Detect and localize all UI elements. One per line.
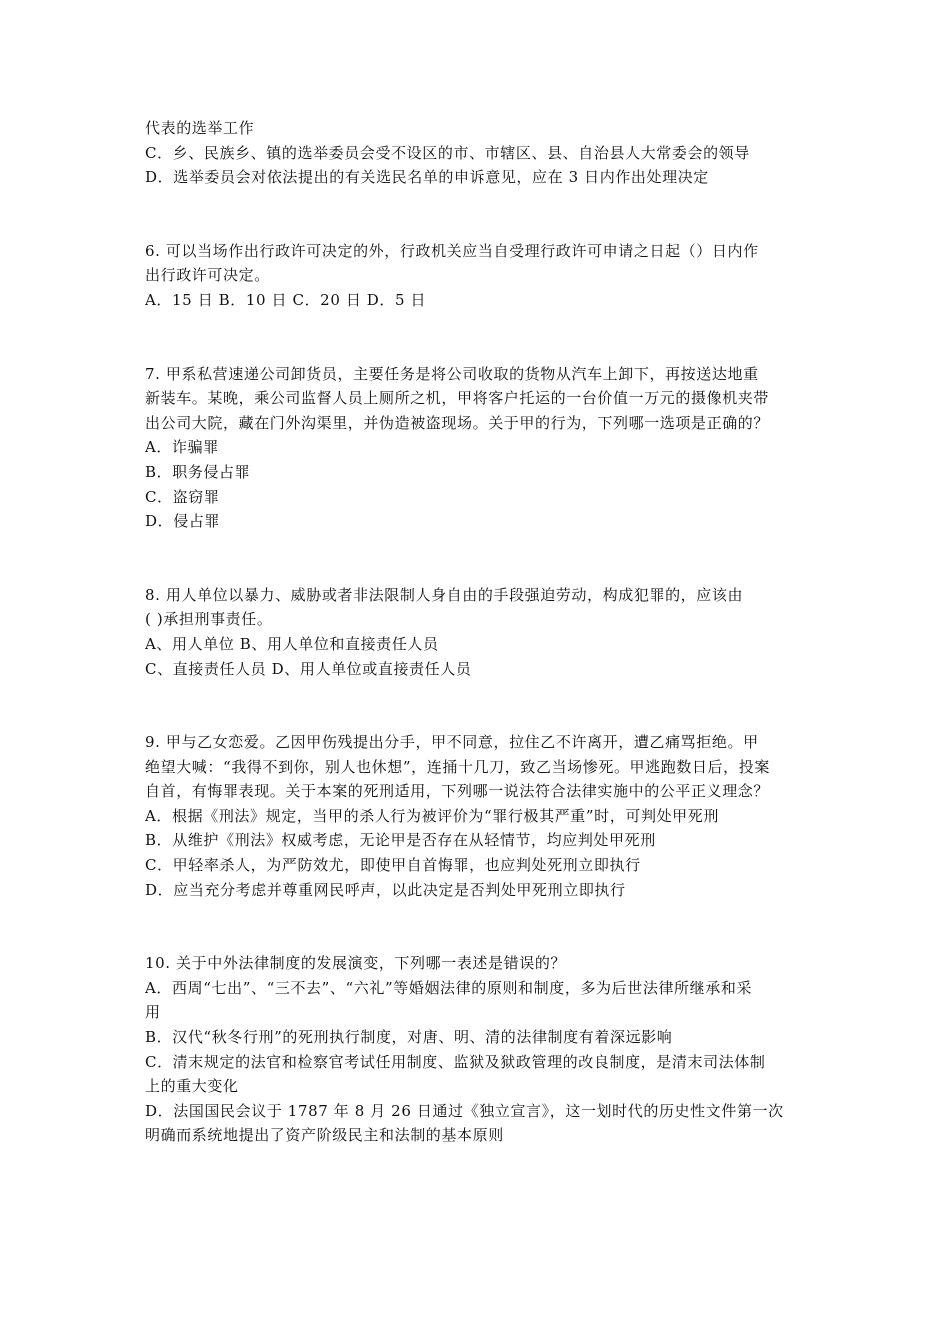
option-b: B．职务侵占罪 (145, 462, 251, 481)
question-7 (145, 362, 815, 534)
option-c: 上的重大变化 (145, 1077, 239, 1096)
spacer (145, 313, 815, 362)
question-options: A、用人单位 B、用人单位和直接责任人员 (145, 634, 439, 653)
question-6 (145, 239, 815, 313)
continuation-block (145, 116, 815, 190)
question-stem: 9. 甲与乙女恋爱。乙因甲伤残提出分手，甲不同意，拉住乙不许离开，遭乙痛骂拒绝。甲 (145, 733, 759, 752)
option-a: A．西周“七出”、“三不去”、“六礼”等婚姻法律的原则和制度，多为后世法律所继承和采 (145, 978, 753, 997)
option-d: D．法国国民会议于 1787 年 8 月 26 日通过《独立宣言》，这一划时代的历史性文件第一次 (145, 1101, 784, 1120)
question-options: A．15 日 B．10 日 C．20 日 D．5 日 (145, 290, 427, 309)
question-stem: 出行政许可决定。 (145, 266, 270, 285)
text-line: 代表的选举工作 (145, 119, 255, 137)
question-stem: 10. 关于中外法律制度的发展演变，下列哪一表述是错误的？ (145, 954, 567, 973)
spacer (145, 534, 815, 583)
question-stem: 新装车。某晚，乘公司监督人员上厕所之机，甲将客户托运的一台价值一万元的摄像机夹带 (145, 389, 770, 408)
option-d: 明确而系统地提出了资产阶级民主和法制的基本原则 (145, 1126, 504, 1145)
question-10 (145, 951, 815, 1148)
question-stem: 自首，有悔罪表现。关于本案的死刑适用，下列哪一说法符合法律实施中的公平正义理念？ (145, 782, 770, 801)
option-a: 用 (145, 1003, 161, 1022)
option-c: C．甲轻率杀人，为严防效尤，即使甲自首悔罪，也应判处死刑立即执行 (145, 856, 641, 875)
question-stem: 6. 可以当场作出行政许可决定的外，行政机关应当自受理行政许可申请之日起（）日内作 (145, 241, 759, 260)
spacer (145, 190, 815, 239)
option-d: D．选举委员会对依法提出的有关选民名单的申诉意见，应在 3 日内作出处理决定 (145, 168, 709, 187)
option-c: C．盗窃罪 (145, 487, 220, 506)
question-stem: 出公司大院，藏在门外沟渠里，并伪造被盗现场。关于甲的行为，下列哪一选项是正确的？ (145, 413, 770, 432)
question-stem: 绝望大喊：“我得不到你，别人也休想”，连捅十几刀，致乙当场惨死。甲逃跑数日后，投案 (145, 757, 770, 776)
question-stem: 8. 用人单位以暴力、威胁或者非法限制人身自由的手段强迫劳动，构成犯罪的，应该由 (145, 585, 744, 604)
option-d: D．侵占罪 (145, 512, 221, 531)
option-b: B．汉代“秋冬行刑”的死刑执行制度，对唐、明、清的法律制度有着深远影响 (145, 1028, 673, 1047)
option-b: B．从维护《刑法》权威考虑，无论甲是否存在从轻情节，均应判处甲死刑 (145, 831, 656, 850)
question-options: C、直接责任人员 D、用人单位或直接责任人员 (145, 659, 472, 678)
question-stem: 7. 甲系私营速递公司卸货员，主要任务是将公司收取的货物从汽车上卸下，再按送达地重 (145, 364, 759, 383)
spacer (145, 902, 815, 951)
option-c: C．乡、民族乡、镇的选举委员会受不设区的市、市辖区、县、自治县人大常委会的领导 (145, 143, 750, 162)
document-page (145, 116, 815, 1148)
option-a: A．根据《刑法》规定，当甲的杀人行为被评价为“罪行极其严重”时，可判处甲死刑 (145, 806, 719, 825)
option-c: C．清末规定的法官和检察官考试任用制度、监狱及狱政管理的改良制度，是清末司法体制 (145, 1052, 766, 1071)
question-stem: ( )承担刑事责任。 (145, 610, 273, 629)
option-d: D．应当充分考虑并尊重网民呼声，以此决定是否判处甲死刑立即执行 (145, 880, 626, 899)
spacer (145, 681, 815, 730)
question-9 (145, 730, 815, 902)
option-a: A．诈骗罪 (145, 438, 219, 457)
question-8 (145, 583, 815, 681)
